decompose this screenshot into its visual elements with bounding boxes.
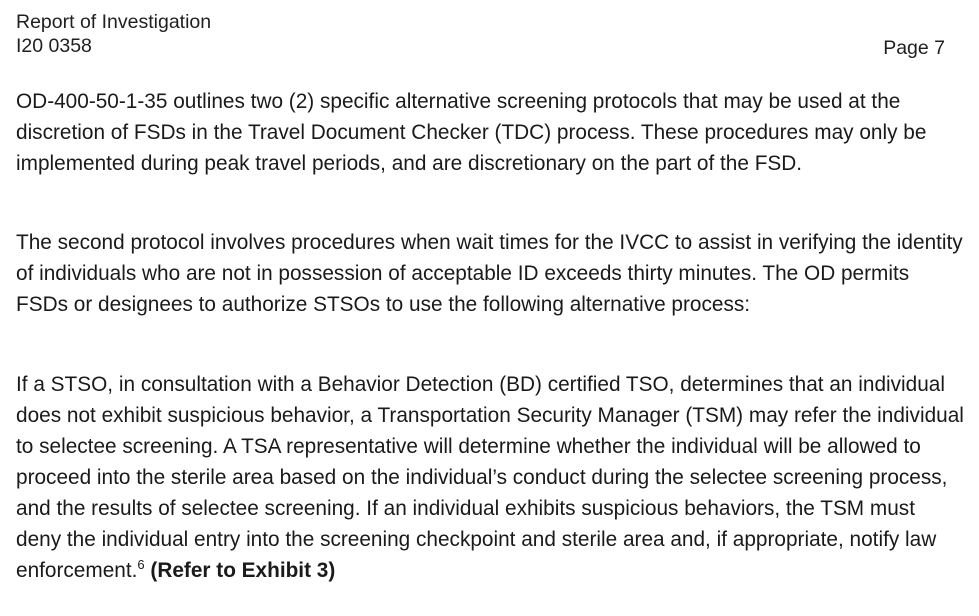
- paragraph-selectee-screening-text: If a STSO, in consultation with a Behavior Detection (BD) certified TSO, determines that an individual does not exhibit suspicious behavior, a Transportation Security Manager (TSM) may refer the individual to selectee screening. A TSA representative will determine whether the individual will be allowed to proceed into the sterile area based on the individual’s conduct during the selectee screening process, and the results of selectee screening. If an individual exhibits suspicious behaviors, the TSM must deny the individual entry into the screening checkpoint and sterile area and, if appropriate, notify law enforcement.: [16, 373, 964, 582]
- paragraph-second-protocol: The second protocol involves procedures when wait times for the IVCC to assist in verifying the identity of individuals who are not in possession of acceptable ID exceeds thirty minutes. The OD permits FSDs or designees to authorize STSOs to use the following alternative process:: [16, 231, 963, 316]
- exhibit-reference: (Refer to Exhibit 3): [150, 559, 336, 582]
- report-number: I20 0358: [16, 35, 92, 57]
- footnote-marker: 6: [137, 557, 145, 573]
- report-header: [16, 10, 211, 58]
- paragraph-selectee-screening: [16, 369, 964, 586]
- report-title: Report of Investigation: [16, 11, 212, 33]
- page-number: Page 7: [883, 37, 945, 59]
- paragraph-alternative-protocols: OD-400-50-1-35 outlines two (2) specific alternative screening protocols that may be used at the discretion of FSDs in the Travel Document Checker (TDC) process. These procedures may only be implemented during peak travel periods, and are discretionary on the part of the FSD.: [16, 90, 927, 175]
